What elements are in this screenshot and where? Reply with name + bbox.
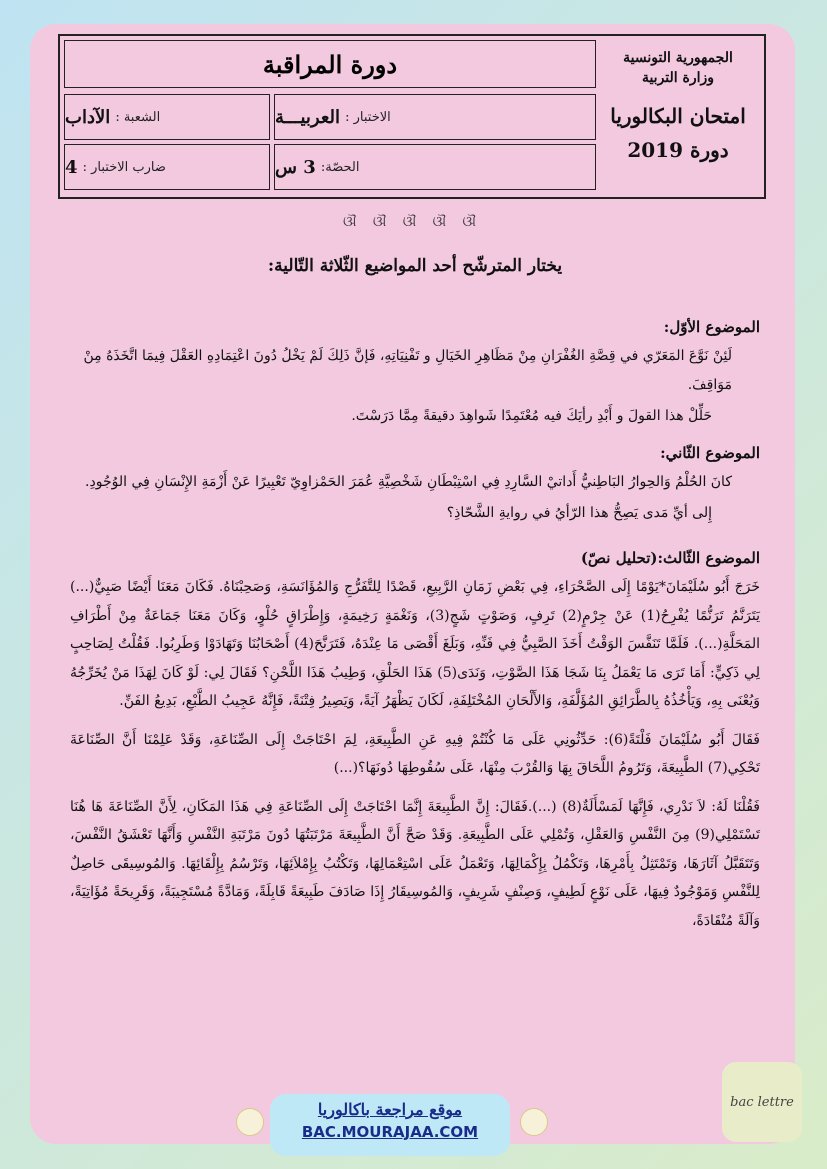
ornament-divider: ଔ ଔ ଔ ଔ ଔ xyxy=(343,214,482,230)
session-year: دورة 2019 xyxy=(627,138,729,162)
coef-label: ضارب الاختبار : xyxy=(82,159,166,175)
exam-page xyxy=(30,24,795,1144)
instruction: يختار المترشّح أحد المواضيع الثّلاثة التّالية: xyxy=(267,256,563,276)
branch-label: الشعبة : xyxy=(115,109,161,125)
footer-banner[interactable] xyxy=(270,1094,510,1156)
ministry-name: وزارة التربية xyxy=(641,70,715,86)
duration-value: 3 س xyxy=(275,156,316,178)
branch-value: الآداب xyxy=(65,106,111,128)
topic3-paragraph-3: فَقُلْنَا لَهُ: لاَ نَدْرِي، فَإِنَّهَا لَمَسْأَلَةٌ(8) (...).فَقَالَ: إِنَّ الطَّبِيعَةَ إِنَّمَا احْتَاجَتْ إِلَى الصِّنَاعَةِ فِي هَذَا المَكَانِ، لِأَنَّ الصِّنَاعَةَ هَا هُنَا تَسْتَمْلِي(9) مِنَ النَّفْسِ وَالعَقْلِ، وَتُمْلِي عَلَى الطَّبِيعَةِ. وَقَدْ صَحَّ أَنَّ الطَّبِيعَةَ مَرْتَبَتُهَا دُونَ مَرْتَبَةِ النَّفْسِ وَأَنَّهَا تَعْشَقُ النَّفْسَ، وَتَتَقَبَّلُ آثَارَهَا، وَتَمْتَثِلُ بِأَمْرِهَا، وَتَكْمُلُ بِإِكْمَالِهَا، وَتَعْمَلُ عَلَى اسْتِعْمَالِهَا، وَتَكْتُبُ بِإِمْلاَئِهَا، وَتَرْسُمُ بِإِلْقَائِهَا. وَالمُوسِيقَى حَاصِلٌ لِلنَّفْسِ وَمَوْجُودٌ فِيهَا، عَلَى نَوْعٍ لَطِيفٍ، وَصِنْفٍ شَرِيفٍ، وَالمُوسِيقَارُ إِذَا صَادَفَ طَبِيعَةً قَابِلَةً، وَمَادَّةً مُسْتَجِيبَةً، وَقَرِيحَةً مُؤَاتِيَةً، وَآلَةً مُنْقَادَةً، xyxy=(70,798,761,929)
header-table xyxy=(58,34,766,199)
coef-cell xyxy=(64,144,270,190)
footer-site-name[interactable]: موقع مراجعة باكالوريا xyxy=(317,1100,463,1119)
subject-value: العربيـــة xyxy=(275,106,341,128)
site-logo-icon xyxy=(236,1108,264,1136)
topic3-paragraph-1: خَرَجَ أَبُو سُلَيْمَانَ*يَوْمًا إِلَى الصَّحْرَاءِ، فِي بَعْضِ زَمَانِ الرَّبِيعِ، قَصْدًا لِلتَّفَرُّجِ وَالمُؤَانَسَةِ، وَصَحِبْنَاهُ. فَكَانَ مَعَنَا أَيْضًا صَبِيٌّ(...) يَتَرَنَّمُ تَرَنُّمًا يُفْرِحُ(1) عَنْ جِرْمٍ(2) تَرِفٍ، وَصَوْتٍ شَجٍ(3)، وَنَغْمَةٍ رَخِيمَةٍ، وَإِطْرَاقٍ حُلْوٍ، وَكَانَ مَعَنَا جَمَاعَةٌ مِنْ أَطْرَافِ المَحَلَّةِ(...). فَلَمَّا تَنَفَّسَ الوَقْتُ أَخَذَ الصَّبِيُّ فِي فَنِّهِ، وَبَلَغَ أَقْصَى مَا عِنْدَهُ، فَتَرَنَّحَ(4) أَصْحَابُنَا وَتَهَادَوْا وَطَرِبُوا. فَقُلْتُ لِصَاحِبٍ لِي ذَكِيٍّ: أَمَا تَرَى مَا يَعْمَلُ بِنَا شَجَا هَذَا الصَّوْتِ، وَنَدَى(5) هَذَا الحَلْقِ، وَطِيبُ هَذَا اللَّحْنِ؟ فَقَالَ لِي: لَوْ كَانَ لِهَذَا مَنْ يُخَرِّجُهُ وَيُعْنَى بِهِ، وَيَأْخُذُهُ بِالطَّرَائِقِ المُؤَلَّفَةِ، وَالأَلْحَانِ المُخْتَلِفَةِ، لَكَانَ يَظْهَرُ آيَةً، وَيَصِيرُ فِتْنَةً، فَإِنَّهُ عَجِيبُ الطَّبْعِ، بَدِيعُ الفَنِّ. xyxy=(70,579,760,709)
site-logo-icon xyxy=(520,1108,548,1136)
topic3-heading: الموضوع الثّالث:(تحليل نصّ) xyxy=(580,549,760,567)
topic2-heading: الموضوع الثّاني: xyxy=(660,444,760,462)
duration-label: الحصّة: xyxy=(320,159,360,175)
bac-lettre-logo: bac lettre xyxy=(722,1062,802,1142)
coef-value: 4 xyxy=(65,156,78,178)
exam-name: امتحان البكالوريا xyxy=(610,104,746,128)
session-title-cell xyxy=(64,40,596,88)
country-name: الجمهورية التونسية xyxy=(623,50,733,66)
header-right-block xyxy=(598,42,758,190)
topic1-task: حَلِّلْ هذا القولَ و أَبْدِ رأيَكَ فيه مُعْتَمِدًا شَواهِدَ دقيقةً مِمَّا دَرَسْتَ. xyxy=(351,408,712,424)
footer-site-url[interactable]: BAC.MOURAJAA.COM xyxy=(301,1123,479,1141)
subject-cell xyxy=(274,94,596,140)
exam-content xyxy=(70,256,760,935)
session-title: دورة المراقبة xyxy=(262,49,398,79)
topic1-body: لَئِنْ نَوَّعَ المَعَرّي في قِصَّةِ الغُفْرَانِ مِنْ مَظَاهِرِ الخَيَالِ و تَفْنِيَاتِهِ، فَإنَّ ذَلِكَ لَمْ يَخْلُ دُونَ اعْتِمَادِهِ العَقْلَ فِيمَا اتَّخَذَهُ مِنْ مَوَاقِفَ. xyxy=(83,348,732,393)
subject-label: الاختبار : xyxy=(345,109,391,125)
duration-cell xyxy=(274,144,596,190)
topic2-body: كانَ الحُلْمُ وَالحِوارُ البَاطِنيُّ أَداتيْ السَّارِدِ فِي اسْتِبْطَانِ شَخْصِيَّةِ عُمَرَ الحَمْزاوِيّ تَعْبِيرًا عَنْ أَزْمَةِ الإِنْسَانِ فِي الوُجُودِ. xyxy=(85,474,732,490)
topic3-paragraph-2: فَقَالَ أَبُو سُلَيْمَانَ فَلْتَةً(6): حَدِّثُونِي عَلَى مَا كُنْتُمْ فِيهِ عَنِ الطَّبِيعَةِ، لِمَ احْتَاجَتْ إِلَى الصِّنَاعَةِ، وَقَدْ عَلِمْنَا أَنَّ الصِّنَاعَةَ تَحْكِي(7) الطَّبِيعَةَ، وَتَرُومُ اللَّحَاقَ بِهَا وَالقُرْبَ مِنْهَا، عَلَى سُقُوطِهَا دُونَهَا؟(...) xyxy=(70,731,760,776)
topic2-task: إِلى أيِّ مَدى يَصِحُّ هذا الرّأيُ في روايةِ الشَّحّاذِ؟ xyxy=(446,505,712,521)
topic1-heading: الموضوع الأوّل: xyxy=(663,318,760,336)
branch-cell xyxy=(64,94,270,140)
